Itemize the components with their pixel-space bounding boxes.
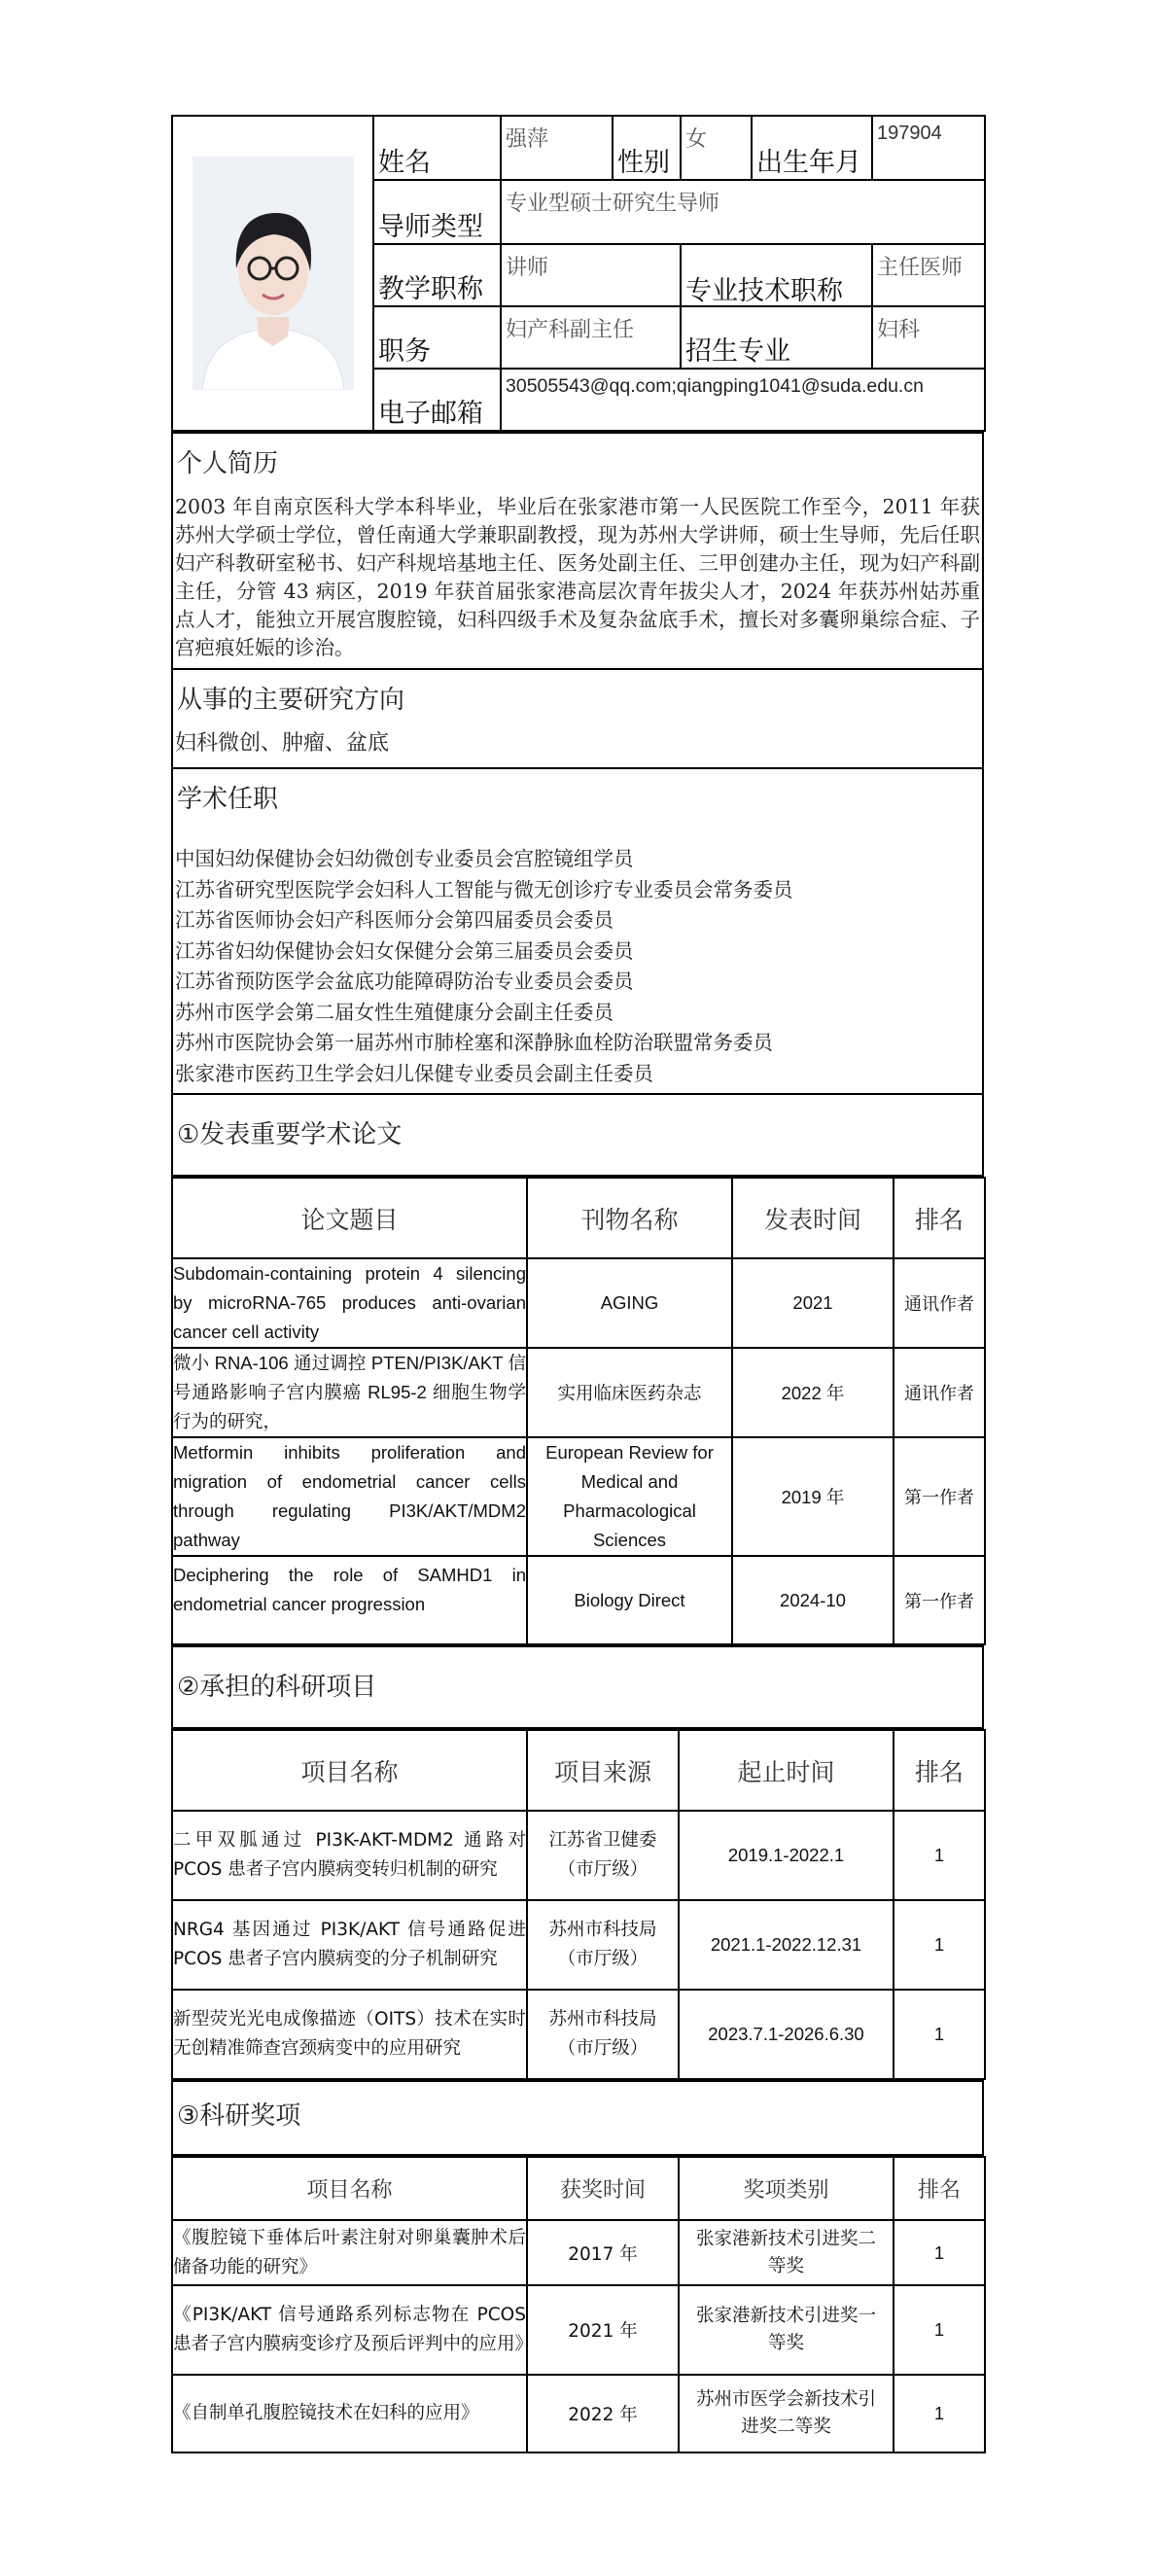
award-rank: 1 [894, 2375, 985, 2452]
papers-header-title: 论文题目 [172, 1178, 527, 1258]
projects-title: ②承担的科研项目 [172, 1646, 983, 1728]
table-row [172, 1990, 985, 2079]
photo-cell [172, 116, 373, 431]
birth-value: 197904 [872, 116, 985, 180]
award-name: 《腹腔镜下垂体后叶素注射对卵巢囊肿术后储备功能的研究》 [172, 2220, 527, 2285]
papers-title: ①发表重要学术论文 [172, 1094, 983, 1176]
awards-title-table [171, 2080, 984, 2156]
award-category: 张家港新技术引进奖二等奖 [679, 2220, 894, 2285]
project-name: NRG4 基因通过 PI3K/AKT 信号通路促进 PCOS 患者子宫内膜病变的分子机制研究 [172, 1900, 527, 1990]
paper-journal: European Review for Medical and Pharmacological Sciences [527, 1437, 732, 1556]
profile-document [171, 115, 984, 2453]
awards-header-year: 获奖时间 [527, 2157, 679, 2220]
table-row [172, 1900, 985, 1990]
table-row [172, 1556, 985, 1644]
project-rank: 1 [894, 1900, 985, 1990]
teaching-title-value: 讲师 [501, 244, 681, 306]
major-value: 妇科 [872, 306, 985, 369]
list-item: 张家港市医药卫生学会妇儿保健专业委员会副主任委员 [175, 1061, 653, 1085]
position-label: 职务 [373, 306, 501, 369]
table-row [172, 2375, 985, 2452]
paper-journal: 实用临床医药杂志 [527, 1348, 732, 1437]
resume-text: 2003 年自南京医科大学本科毕业，毕业后在张家港市第一人民医院工作至今，2011 年获苏州大学硕士学位，曾任南通大学兼职副教授，现为苏州大学讲师，硕士生导师，先后任职妇产科教研室秘书、妇产科规培基地主任、医务处副主任、三甲创建办主任，现为妇产科副主任，分管 43 病区，2019 年获首届张家港高层次青年拔尖人才，2024 年获苏州姑苏重点人才，能独立开展宫腹腔镜，妇科四级手术及复杂盆底手术，擅长对多囊卵巢综合症、子宫疤痕妊娠的诊治。 [175, 495, 980, 659]
project-period: 2021.1-2022.12.31 [679, 1900, 894, 1990]
birth-label: 出生年月 [752, 116, 872, 180]
project-name: 二甲双胍通过 PI3K-AKT-MDM2 通路对 PCOS 患者子宫内膜病变转归机制的研究 [172, 1811, 527, 1900]
project-rank: 1 [894, 1990, 985, 2079]
major-label: 招生专业 [681, 306, 872, 369]
research-section [172, 669, 983, 768]
list-item: 江苏省医师协会妇产科医师分会第四届委员会委员 [175, 908, 614, 932]
name-label: 姓名 [373, 116, 501, 180]
project-source: 苏州市科技局（市厅级） [527, 1900, 679, 1990]
table-row [172, 1258, 985, 1348]
project-rank: 1 [894, 1811, 985, 1900]
papers-table [171, 1177, 986, 1645]
paper-date: 2024-10 [732, 1556, 894, 1644]
text-sections-table [171, 432, 984, 1177]
research-title: 从事的主要研究方向 [177, 686, 405, 715]
project-period: 2019.1-2022.1 [679, 1811, 894, 1900]
project-period: 2023.7.1-2026.6.30 [679, 1990, 894, 2079]
academic-title: 学术任职 [177, 785, 279, 814]
paper-date: 2019 年 [732, 1437, 894, 1556]
papers-header-date: 发表时间 [732, 1178, 894, 1258]
gender-value: 女 [681, 116, 752, 180]
paper-date: 2021 [732, 1258, 894, 1348]
email-value: 30505543@qq.com;qiangping1041@suda.edu.cn [501, 369, 985, 431]
award-category: 张家港新技术引进奖一等奖 [679, 2285, 894, 2375]
projects-title-table [171, 1645, 984, 1729]
paper-journal: AGING [527, 1258, 732, 1348]
paper-rank: 第一作者 [894, 1437, 985, 1556]
award-category: 苏州市医学会新技术引进奖二等奖 [679, 2375, 894, 2452]
gender-label: 性别 [613, 116, 681, 180]
paper-title: Subdomain-containing protein 4 silencing by microRNA-765 produces anti-ovarian cancer cell activity [172, 1258, 527, 1348]
paper-title: 微小 RNA-106 通过调控 PTEN/PI3K/AKT 信号通路影响子宫内膜癌 RL95-2 细胞生物学行为的研究， [172, 1348, 527, 1437]
position-value: 妇产科副主任 [501, 306, 681, 369]
award-rank: 1 [894, 2220, 985, 2285]
academic-list [173, 825, 982, 1093]
profile-photo [193, 157, 354, 390]
profile-header-table [171, 115, 986, 432]
name-value: 强萍 [501, 116, 613, 180]
table-row [172, 1437, 985, 1556]
table-row [172, 2285, 985, 2375]
paper-title: Deciphering the role of SAMHD1 in endometrial cancer progression [172, 1556, 527, 1644]
award-year: 2021 年 [527, 2285, 679, 2375]
awards-header-rank: 排名 [894, 2157, 985, 2220]
table-row [172, 1811, 985, 1900]
award-year: 2022 年 [527, 2375, 679, 2452]
project-source: 江苏省卫健委（市厅级） [527, 1811, 679, 1900]
resume-section [172, 433, 983, 669]
paper-date: 2022 年 [732, 1348, 894, 1437]
projects-header-source: 项目来源 [527, 1730, 679, 1811]
research-text: 妇科微创、肿瘤、盆底 [175, 731, 390, 756]
project-name: 新型荧光光电成像描迹（OITS）技术在实时无创精准筛查宫颈病变中的应用研究 [172, 1990, 527, 2079]
list-item: 中国妇幼保健协会妇幼微创专业委员会宫腔镜组学员 [175, 847, 634, 870]
list-item: 江苏省预防医学会盆底功能障碍防治专业委员会委员 [175, 970, 634, 993]
paper-title: Metformin inhibits proliferation and migration of endometrial cancer cells through regulating PI3K/AKT/MDM2 pathway [172, 1437, 527, 1556]
award-year: 2017 年 [527, 2220, 679, 2285]
awards-table [171, 2156, 986, 2453]
teaching-title-label: 教学职称 [373, 244, 501, 306]
awards-header-category: 奖项类别 [679, 2157, 894, 2220]
resume-title: 个人简历 [177, 449, 279, 478]
projects-header-period: 起止时间 [679, 1730, 894, 1811]
paper-rank: 通讯作者 [894, 1258, 985, 1348]
projects-header-name: 项目名称 [172, 1730, 527, 1811]
papers-header-journal: 刊物名称 [527, 1178, 732, 1258]
email-label: 电子邮箱 [373, 369, 501, 431]
paper-rank: 通讯作者 [894, 1348, 985, 1437]
list-item: 苏州市医院协会第一届苏州市肺栓塞和深静脉血栓防治联盟常务委员 [175, 1031, 773, 1054]
table-row [172, 2220, 985, 2285]
awards-title: ③科研奖项 [172, 2081, 983, 2155]
table-row [172, 1348, 985, 1437]
list-item: 江苏省妇幼保健协会妇女保健分会第三届委员会委员 [175, 938, 634, 963]
projects-table [171, 1729, 986, 2080]
paper-journal: Biology Direct [527, 1556, 732, 1644]
advisor-type-label: 导师类型 [373, 180, 501, 244]
award-rank: 1 [894, 2285, 985, 2375]
papers-header-rank: 排名 [894, 1178, 985, 1258]
academic-section [172, 768, 983, 1094]
award-name: 《自制单孔腹腔镜技术在妇科的应用》 [172, 2375, 527, 2452]
tech-title-label: 专业技术职称 [681, 244, 872, 306]
awards-header-name: 项目名称 [172, 2157, 527, 2220]
paper-rank: 第一作者 [894, 1556, 985, 1644]
projects-header-rank: 排名 [894, 1730, 985, 1811]
advisor-type-value: 专业型硕士研究生导师 [501, 180, 985, 244]
project-source: 苏州市科技局（市厅级） [527, 1990, 679, 2079]
list-item: 江苏省研究型医院学会妇科人工智能与微无创诊疗专业委员会常务委员 [175, 877, 793, 901]
award-name: 《PI3K/AKT 信号通路系列标志物在 PCOS 患者子宫内膜病变诊疗及预后评判中的应用》 [172, 2285, 527, 2375]
tech-title-value: 主任医师 [872, 244, 985, 306]
list-item: 苏州市医学会第二届女性生殖健康分会副主任委员 [175, 1000, 614, 1024]
